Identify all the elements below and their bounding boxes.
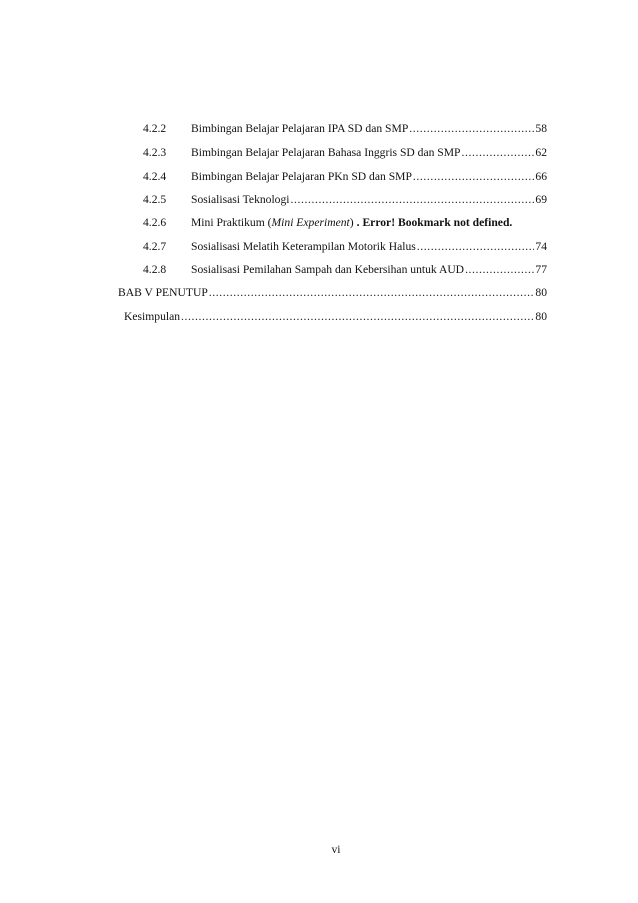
toc-leader-dots [413, 169, 535, 185]
toc-entry[interactable] [143, 169, 547, 185]
page-number: vi [331, 843, 341, 856]
toc-entry[interactable] [143, 239, 547, 255]
toc-chapter-entry[interactable] [118, 285, 547, 301]
toc-entry-number: 4.2.6 [143, 216, 167, 229]
toc-entry-title-italic: Mini Experiment [271, 216, 350, 229]
toc-entry[interactable] [143, 192, 547, 208]
toc-subsection-title: Kesimpulan [124, 310, 181, 323]
toc-entry-number: 4.2.5 [143, 193, 167, 206]
toc-subsection-entry[interactable] [124, 309, 547, 325]
toc-entry[interactable] [143, 262, 547, 278]
toc-entry-title: Bimbingan Belajar Pelajaran Bahasa Inggris SD dan SMP [191, 146, 461, 159]
toc-leader-dots [465, 262, 534, 278]
toc-entry-number: 4.2.3 [143, 146, 167, 159]
toc-entry-page: 58 [535, 122, 547, 135]
toc-leader-dots [181, 309, 534, 325]
toc-entry-title: Bimbingan Belajar Pelajaran PKn SD dan SMP [191, 170, 412, 183]
toc-entry-page: 69 [535, 193, 547, 206]
toc-entry-title-prefix: Mini Praktikum ( [191, 216, 272, 229]
toc-entry-number: 4.2.7 [143, 240, 167, 253]
toc-subsection-page: 80 [535, 310, 547, 323]
toc-leader-dots [409, 121, 534, 137]
toc-entry-title: Sosialisasi Pemilahan Sampah dan Kebersihan untuk AUD [191, 263, 465, 276]
toc-leader-dots [462, 145, 535, 161]
toc-leader-dots [291, 192, 535, 208]
toc-entry[interactable] [143, 121, 547, 137]
toc-entry-number: 4.2.8 [143, 263, 167, 276]
toc-entry-title [191, 215, 354, 231]
toc-entry-title-suffix: ) [349, 216, 354, 229]
toc-entry-title: Sosialisasi Teknologi [191, 193, 290, 206]
toc-entry-page: 77 [535, 263, 547, 276]
toc-leader-dots [209, 285, 535, 301]
toc-entry-number: 4.2.4 [143, 170, 167, 183]
toc-entry-title: Bimbingan Belajar Pelajaran IPA SD dan SMP [191, 122, 409, 135]
toc-entry[interactable] [143, 145, 547, 161]
toc-chapter-title: BAB V PENUTUP [118, 286, 208, 299]
toc-entry-page: 62 [535, 146, 547, 159]
toc-leader-dots [417, 239, 535, 255]
toc-entry-page: 74 [535, 240, 547, 253]
toc-entry-title: Sosialisasi Melatih Keterampilan Motorik Halus [191, 240, 416, 253]
toc-entry[interactable] [143, 215, 547, 231]
toc-entry-number: 4.2.2 [143, 122, 167, 135]
toc-chapter-page: 80 [535, 286, 547, 299]
toc-bookmark-error: . Error! Bookmark not defined. [356, 216, 513, 229]
toc-entry-page: 66 [535, 170, 547, 183]
